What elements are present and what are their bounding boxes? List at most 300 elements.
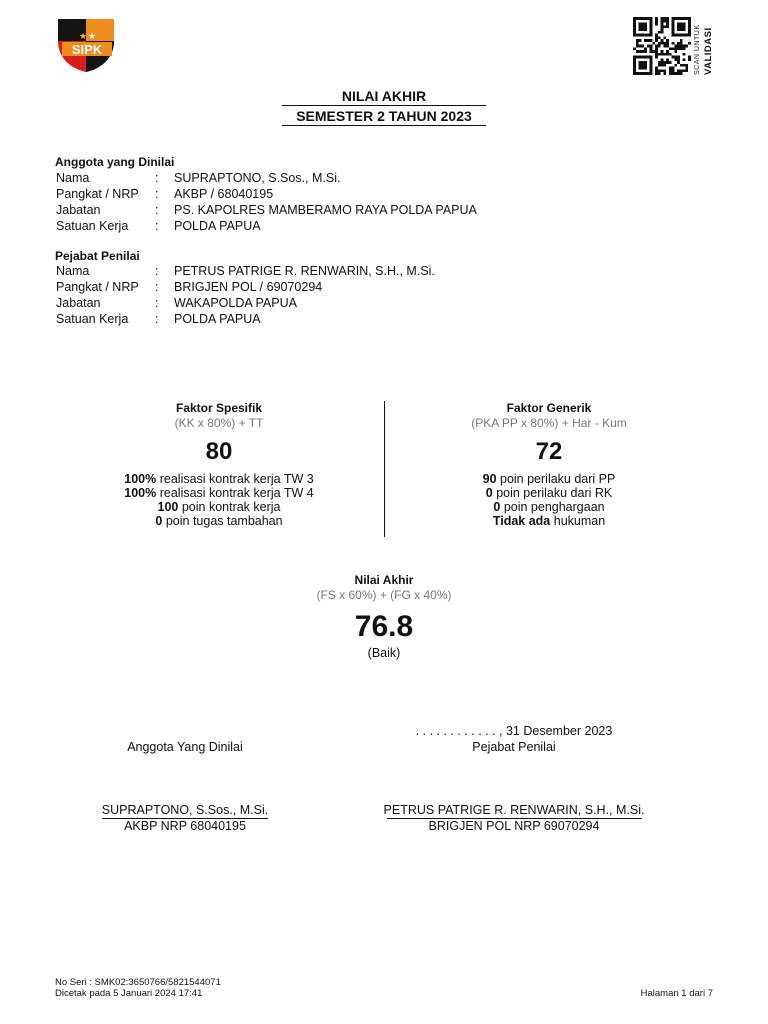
line-value: 0 — [493, 500, 501, 514]
qr-module — [666, 20, 669, 23]
field-value: AKBP / 68040195 — [174, 187, 274, 201]
qr-module — [655, 56, 658, 59]
qr-module — [641, 45, 644, 48]
qr-module — [641, 23, 644, 26]
qr-module — [655, 50, 658, 53]
qr-module — [658, 69, 661, 72]
qr-module — [677, 72, 680, 75]
faktor-spesifik-formula: (KK x 80%) + TT — [174, 416, 264, 430]
signature-left-role: Anggota Yang Dinilai — [127, 740, 243, 754]
qr-caption — [692, 17, 714, 75]
qr-module — [680, 25, 683, 28]
qr-module — [655, 20, 658, 23]
qr-module — [639, 50, 642, 53]
pejabat-heading: Pejabat Penilai — [55, 249, 140, 263]
qr-module — [650, 34, 653, 37]
field-colon: : — [155, 219, 159, 233]
qr-module — [666, 25, 669, 28]
qr-module — [661, 39, 664, 42]
qr-module — [647, 56, 650, 59]
qr-module — [688, 58, 691, 61]
qr-module — [685, 67, 688, 70]
qr-module — [672, 31, 675, 34]
qr-module — [633, 34, 636, 37]
qr-module — [672, 25, 675, 28]
qr-module — [669, 69, 672, 72]
faktor-spesifik-panel — [94, 401, 344, 528]
qr-module — [650, 50, 653, 53]
faktor-generik-score: 72 — [535, 438, 563, 465]
qr-module — [650, 23, 653, 26]
qr-module — [658, 36, 661, 39]
qr-module — [685, 69, 688, 72]
qr-module — [639, 61, 642, 64]
nilai-akhir-heading: Nilai Akhir — [354, 573, 414, 587]
nilai-akhir-panel — [234, 573, 534, 660]
qr-module — [685, 64, 688, 67]
qr-module — [672, 34, 675, 37]
nilai-akhir-score: 76.8 — [354, 610, 414, 643]
qr-module — [672, 56, 675, 59]
signature-left-name: SUPRAPTONO, S.Sos., M.Si. — [101, 803, 269, 817]
qr-module — [636, 17, 639, 20]
qr-module — [661, 31, 664, 34]
logo-star-right: ★ — [88, 32, 97, 42]
qr-module — [655, 17, 658, 20]
qr-module — [663, 42, 666, 45]
qr-module — [644, 56, 647, 59]
qr-module — [655, 53, 658, 56]
faktor-generik-panel — [424, 401, 674, 528]
qr-module — [650, 56, 653, 59]
sipk-logo — [56, 17, 116, 73]
qr-module — [647, 39, 650, 42]
line-value: 0 — [155, 514, 163, 528]
qr-module — [636, 50, 639, 53]
qr-module — [647, 34, 650, 37]
field-label: Pangkat / NRP — [56, 187, 139, 201]
qr-module — [650, 39, 653, 42]
qr-module — [636, 42, 639, 45]
logo-star-left: ★ — [79, 32, 88, 42]
line-value: 90 — [482, 472, 497, 486]
line-text: poin penghargaan — [500, 500, 605, 514]
footer-serial: No Seri : SMK02:3650766/5821544071 — [55, 977, 221, 988]
faktor-generik-line — [424, 486, 674, 500]
qr-module — [685, 45, 688, 48]
qr-module — [650, 47, 653, 50]
faktor-generik-line — [424, 472, 674, 486]
field-label: Jabatan — [56, 296, 101, 310]
qr-module — [633, 28, 636, 31]
qr-module — [680, 34, 683, 37]
qr-module — [661, 64, 664, 67]
faktor-generik-heading: Faktor Generik — [506, 401, 592, 415]
qr-module — [641, 61, 644, 64]
qr-module — [650, 64, 653, 67]
qr-module — [652, 50, 655, 53]
qr-module — [677, 42, 680, 45]
faktor-generik-line — [424, 500, 674, 514]
qr-module — [669, 47, 672, 50]
field-colon: : — [155, 264, 159, 278]
qr-module — [636, 34, 639, 37]
line-value: 0 — [485, 486, 493, 500]
qr-module — [639, 25, 642, 28]
qr-module — [677, 28, 680, 31]
qr-module — [661, 61, 664, 64]
qr-module — [669, 67, 672, 70]
signature-right-role: Pejabat Penilai — [472, 740, 556, 754]
qr-module — [633, 58, 636, 61]
anggota-row-pangkat — [56, 187, 676, 203]
qr-module — [683, 34, 686, 37]
qr-module — [639, 17, 642, 20]
qr-module — [677, 69, 680, 72]
qr-module — [680, 23, 683, 26]
qr-module — [639, 56, 642, 59]
qr-module — [639, 34, 642, 37]
line-value: 100% — [124, 472, 157, 486]
qr-module — [680, 72, 683, 75]
qr-module — [661, 50, 664, 53]
faktor-spesifik-line — [94, 514, 344, 528]
qr-module — [680, 64, 683, 67]
qr-module — [661, 25, 664, 28]
qr-module — [666, 50, 669, 53]
qr-module — [674, 58, 677, 61]
qr-module — [655, 39, 658, 42]
qr-module — [655, 47, 658, 50]
qr-module — [636, 72, 639, 75]
qr-module — [683, 53, 686, 56]
qr-module — [663, 36, 666, 39]
qr-module — [672, 20, 675, 23]
qr-module — [633, 31, 636, 34]
qr-module — [644, 34, 647, 37]
qr-module — [644, 17, 647, 20]
anggota-row-nama — [56, 171, 676, 187]
field-label: Jabatan — [56, 203, 101, 217]
line-value: Tidak ada — [492, 514, 551, 528]
field-value: POLDA PAPUA — [174, 219, 261, 233]
qr-module — [650, 72, 653, 75]
qr-module — [680, 47, 683, 50]
qr-module — [680, 42, 683, 45]
qr-module — [685, 17, 688, 20]
line-text: poin kontrak kerja — [178, 500, 281, 514]
qr-module — [677, 56, 680, 59]
qr-module — [647, 17, 650, 20]
qr-module — [688, 56, 691, 59]
qr-module — [674, 56, 677, 59]
qr-module — [650, 61, 653, 64]
qr-module — [677, 25, 680, 28]
qr-module — [647, 72, 650, 75]
qr-module — [672, 67, 675, 70]
qr-module — [641, 56, 644, 59]
qr-module — [669, 72, 672, 75]
qr-module — [683, 64, 686, 67]
qr-module — [650, 69, 653, 72]
qr-module — [641, 50, 644, 53]
qr-module — [666, 58, 669, 61]
qr-module — [688, 28, 691, 31]
qr-module — [683, 28, 686, 31]
faktor-spesifik-heading: Faktor Spesifik — [175, 401, 263, 415]
qr-module — [644, 64, 647, 67]
qr-module — [641, 25, 644, 28]
qr-module — [663, 72, 666, 75]
field-label: Satuan Kerja — [56, 312, 129, 326]
field-value: SUPRAPTONO, S.Sos., M.Si. — [174, 171, 341, 185]
qr-module — [636, 56, 639, 59]
qr-module — [672, 28, 675, 31]
qr-module — [666, 42, 669, 45]
qr-module — [633, 17, 636, 20]
qr-module — [683, 25, 686, 28]
column-divider — [384, 401, 385, 537]
qr-module — [672, 69, 675, 72]
line-text: poin perilaku dari PP — [496, 472, 616, 486]
field-value: BRIGJEN POL / 69070294 — [174, 280, 323, 294]
qr-module — [658, 64, 661, 67]
anggota-row-satuan — [56, 219, 676, 235]
nilai-akhir-formula: (FS x 60%) + (FG x 40%) — [316, 588, 452, 602]
title-rule — [282, 105, 486, 106]
qr-module — [683, 58, 686, 61]
qr-module — [655, 72, 658, 75]
qr-module — [688, 25, 691, 28]
field-label: Nama — [56, 264, 90, 278]
page-subtitle: SEMESTER 2 TAHUN 2023 — [296, 108, 472, 124]
qr-module — [680, 39, 683, 42]
qr-module — [661, 23, 664, 26]
qr-module — [636, 39, 639, 42]
line-value: 100 — [157, 500, 179, 514]
qr-module — [680, 28, 683, 31]
qr-module — [639, 45, 642, 48]
qr-module — [688, 23, 691, 26]
qr-module — [663, 53, 666, 56]
qr-module — [633, 67, 636, 70]
qr-module — [633, 61, 636, 64]
qr-module — [644, 61, 647, 64]
qr-module — [650, 25, 653, 28]
qr-module — [658, 42, 661, 45]
qr-module — [666, 53, 669, 56]
qr-module — [685, 34, 688, 37]
qr-module — [674, 17, 677, 20]
qr-module — [674, 47, 677, 50]
qr-module — [688, 42, 691, 45]
qr-module — [650, 58, 653, 61]
signature-date: . . . . . . . . . . . . , 31 Desember 2023 — [415, 724, 613, 738]
qr-module — [683, 17, 686, 20]
signature-right-rank: BRIGJEN POL NRP 69070294 — [428, 819, 600, 833]
qr-module — [663, 25, 666, 28]
faktor-generik-formula: (PKA PP x 80%) + Har - Kum — [471, 416, 627, 430]
anggota-row-jabatan — [56, 203, 676, 219]
field-value: PETRUS PATRIGE R. RENWARIN, S.H., M.Si. — [174, 264, 435, 278]
qr-module — [641, 34, 644, 37]
subtitle-rule — [282, 125, 486, 126]
faktor-generik-line — [424, 514, 674, 528]
qr-module — [661, 58, 664, 61]
qr-module — [644, 72, 647, 75]
qr-module — [644, 67, 647, 70]
qr-module — [680, 69, 683, 72]
qr-module — [672, 17, 675, 20]
qr-module — [677, 17, 680, 20]
qr-module — [672, 23, 675, 26]
qr-module — [677, 58, 680, 61]
qr-module — [641, 67, 644, 70]
qr-code — [633, 17, 691, 75]
qr-module — [672, 42, 675, 45]
qr-module — [641, 17, 644, 20]
qr-module — [683, 45, 686, 48]
qr-module — [658, 61, 661, 64]
qr-module — [674, 72, 677, 75]
qr-module — [633, 69, 636, 72]
field-colon: : — [155, 312, 159, 326]
qr-module — [655, 36, 658, 39]
page-title: NILAI AKHIR — [341, 88, 427, 104]
qr-module — [688, 17, 691, 20]
qr-module — [650, 17, 653, 20]
qr-module — [644, 23, 647, 26]
qr-module — [641, 72, 644, 75]
qr-module — [672, 47, 675, 50]
qr-module — [644, 39, 647, 42]
faktor-spesifik-line — [94, 472, 344, 486]
qr-module — [680, 17, 683, 20]
field-colon: : — [155, 187, 159, 201]
line-value: 100% — [124, 486, 157, 500]
qr-module — [677, 45, 680, 48]
qr-module — [639, 64, 642, 67]
anggota-heading: Anggota yang Dinilai — [55, 155, 175, 169]
qr-module — [639, 23, 642, 26]
qr-module — [658, 45, 661, 48]
qr-module — [677, 47, 680, 50]
field-colon: : — [155, 296, 159, 310]
qr-module — [688, 31, 691, 34]
qr-module — [683, 47, 686, 50]
qr-module — [661, 42, 664, 45]
qr-module — [641, 28, 644, 31]
qr-module — [663, 17, 666, 20]
qr-module — [688, 20, 691, 23]
nilai-akhir-predicate: (Baik) — [367, 646, 401, 660]
signature-right-name: PETRUS PATRIGE R. RENWARIN, S.H., M.Si. — [383, 803, 645, 817]
qr-module — [674, 34, 677, 37]
qr-module — [639, 28, 642, 31]
qr-module — [669, 53, 672, 56]
logo-text: SIPK — [71, 42, 103, 57]
qr-module — [677, 61, 680, 64]
qr-module — [688, 34, 691, 37]
qr-module — [666, 61, 669, 64]
qr-module — [633, 56, 636, 59]
field-label: Pangkat / NRP — [56, 280, 139, 294]
qr-module — [661, 53, 664, 56]
field-value: PS. KAPOLRES MAMBERAMO RAYA POLDA PAPUA — [174, 203, 477, 217]
field-label: Nama — [56, 171, 90, 185]
qr-module — [663, 69, 666, 72]
qr-module — [633, 47, 636, 50]
qr-module — [633, 64, 636, 67]
qr-module — [663, 20, 666, 23]
field-value: WAKAPOLDA PAPUA — [174, 296, 297, 310]
qr-module — [655, 23, 658, 26]
qr-module — [661, 17, 664, 20]
qr-module — [650, 45, 653, 48]
qr-module — [666, 45, 669, 48]
qr-module — [639, 72, 642, 75]
qr-module — [666, 17, 669, 20]
qr-module — [650, 20, 653, 23]
qr-module — [652, 42, 655, 45]
qr-module — [666, 23, 669, 26]
qr-module — [666, 39, 669, 42]
footer-page-number: Halaman 1 dari 7 — [640, 988, 713, 999]
qr-module — [650, 67, 653, 70]
qr-module — [650, 31, 653, 34]
qr-module — [661, 69, 664, 72]
qr-module — [661, 28, 664, 31]
line-text: poin tugas tambahan — [162, 514, 283, 528]
qr-module — [658, 53, 661, 56]
qr-module — [677, 23, 680, 26]
qr-module — [669, 61, 672, 64]
field-colon: : — [155, 280, 159, 294]
pejabat-row-pangkat — [56, 280, 676, 296]
qr-module — [658, 72, 661, 75]
qr-caption-small: SCAN UNTUK — [694, 24, 701, 75]
qr-module — [663, 64, 666, 67]
qr-module — [633, 23, 636, 26]
qr-module — [674, 45, 677, 48]
qr-module — [644, 50, 647, 53]
qr-module — [674, 64, 677, 67]
faktor-spesifik-score: 80 — [205, 438, 233, 465]
qr-module — [644, 25, 647, 28]
line-text: poin perilaku dari RK — [492, 486, 613, 500]
signature-left-rank: AKBP NRP 68040195 — [124, 819, 246, 833]
field-label: Satuan Kerja — [56, 219, 129, 233]
qr-module — [677, 34, 680, 37]
pejabat-row-satuan — [56, 312, 676, 328]
pejabat-row-nama — [56, 264, 676, 280]
qr-module — [633, 25, 636, 28]
qr-module — [639, 67, 642, 70]
qr-module — [655, 69, 658, 72]
line-text: hukuman — [550, 514, 606, 528]
qr-module — [641, 64, 644, 67]
qr-module — [661, 20, 664, 23]
line-text: realisasi kontrak kerja TW 3 — [156, 472, 314, 486]
qr-module — [647, 45, 650, 48]
qr-module — [683, 23, 686, 26]
qr-module — [633, 72, 636, 75]
qr-module — [663, 45, 666, 48]
qr-module — [658, 31, 661, 34]
qr-module — [655, 45, 658, 48]
footer-printed-date: Dicetak pada 5 Januari 2024 17:41 — [55, 988, 203, 999]
line-text: realisasi kontrak kerja TW 4 — [156, 486, 314, 500]
